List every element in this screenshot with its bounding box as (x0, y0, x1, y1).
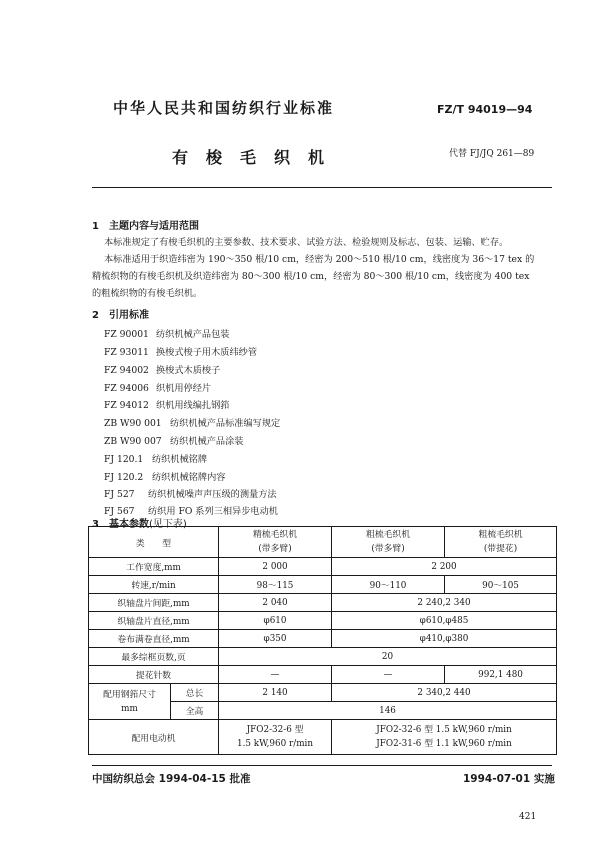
reference-title: 纺织机械铭牌内容 (152, 472, 226, 483)
reference-item (104, 415, 280, 429)
table-cell: 2 340,2 440 (332, 684, 557, 702)
reference-title: 织机用线编扎钢筘 (156, 400, 230, 411)
table-row (89, 576, 557, 594)
col-header-sub: (带多臂) (258, 544, 292, 554)
section1-line: 精梳织物的有梭毛织机及织造纬密为 80～300 根/10 cm，经密为 80～300 根/10 cm，线密度为 400 tex (92, 271, 530, 282)
table-row (89, 684, 557, 702)
table-row (89, 612, 557, 630)
table-cell: φ610,φ485 (332, 612, 557, 630)
row-label: 提花针数 (89, 666, 219, 684)
row-label: 工作宽度,mm (89, 558, 219, 576)
col-header-name: 粗梳毛织机 (366, 530, 411, 540)
type-header-cell: 类 型 (89, 527, 219, 558)
reference-title: 换梭式木质梭子 (156, 365, 221, 376)
col-header-worsted-dobby (219, 527, 332, 558)
reference-code: FZ 93011 (104, 347, 149, 358)
row-label: 织轴盘片间距,mm (89, 594, 219, 612)
motor-line: JFO2-31-6 型 1.1 kW,960 r/min (376, 739, 512, 749)
table-cell: φ610 (219, 612, 332, 630)
reference-code: FJ 120.1 (104, 454, 144, 465)
reference-item (104, 397, 230, 411)
table-row (89, 666, 557, 684)
table-row (89, 720, 557, 755)
reference-item (104, 469, 226, 483)
sub-row-label: 总长 (171, 684, 219, 702)
table-cell: φ410,φ380 (332, 630, 557, 648)
reference-item (104, 451, 207, 465)
approval-note: 中国纺织总会 1994-04-15 批准 (92, 773, 251, 785)
col-header-woolen-dobby (332, 527, 445, 558)
section1-line: 的粗梳织物的有梭毛织机。 (92, 288, 203, 299)
motor-line: JFO2-32-6 型 (246, 725, 304, 735)
document-title: 有梭毛织机 (172, 148, 343, 167)
table-cell: 992,1 480 (445, 666, 557, 684)
reference-title: 织机用停经片 (156, 383, 212, 394)
table-cell: — (219, 666, 332, 684)
section1-line: 本标准规定了有梭毛织机的主要参数、技术要求、试验方法、检验规则及标志、包装、运输、贮存。 (104, 237, 509, 248)
reference-title: 纺织机械产品包装 (156, 329, 230, 340)
reference-code: FZ 90001 (104, 329, 149, 340)
reference-code: ZB W90 007 (104, 436, 162, 447)
table-cell: 2 240,2 340 (332, 594, 557, 612)
reference-title: 纺织机械产品标准编写规定 (170, 418, 281, 429)
motor-line: 1.5 kW,960 r/min (237, 739, 314, 749)
reference-code: FJ 567 (104, 506, 135, 517)
col-header-sub: (带提花) (483, 544, 518, 554)
section1-line: 本标准适用于织造纬密为 190～350 根/10 cm，经密为 200～510 根/10 cm，线密度为 36～17 tex 的 (104, 254, 535, 265)
reference-code: FJ 120.2 (104, 472, 144, 483)
table-cell: 2 200 (332, 558, 557, 576)
table-cell: 90～105 (445, 576, 557, 594)
table-cell: 20 (219, 648, 557, 666)
table-cell (332, 720, 557, 755)
table-row (89, 558, 557, 576)
standard-number: FZ/T 94019—94 (437, 103, 533, 116)
reference-item (104, 380, 211, 394)
row-label: 最多综框页数,页 (89, 648, 219, 666)
table-cell (219, 720, 332, 755)
header-rule (92, 187, 552, 188)
reference-item (104, 433, 244, 447)
row-label: 卷布满卷直径,mm (89, 630, 219, 648)
section1-heading: 1 主题内容与适用范围 (92, 221, 199, 232)
col-header-name: 精梳毛织机 (253, 530, 298, 540)
standard-category-title: 中华人民共和国纺织行业标准 (113, 99, 335, 117)
row-label: 转速,r/min (89, 576, 219, 594)
row-label: 配用电动机 (89, 720, 219, 755)
table-cell: φ350 (219, 630, 332, 648)
table-cell: 2 140 (219, 684, 332, 702)
reference-title: 纺织机械产品涂装 (170, 436, 244, 447)
section3-heading-text: 3 基本参数 (92, 519, 149, 530)
reference-title: 纺织机械铭牌 (152, 454, 208, 465)
table-cell: 98～115 (219, 576, 332, 594)
reference-title: 纺织用 FO 系列三相异步电动机 (148, 506, 278, 517)
reference-code: ZB W90 001 (104, 418, 162, 429)
table-row (89, 594, 557, 612)
reference-item (104, 344, 257, 358)
row-label: 织轴盘片直径,mm (89, 612, 219, 630)
reference-item (104, 326, 230, 340)
reference-code: FJ 527 (104, 489, 135, 500)
reed-label: 配用钢筘尺寸 (103, 689, 156, 700)
implementation-date: 1994-07-01 实施 (463, 773, 555, 785)
table-header-row (89, 527, 557, 558)
reference-title: 纺织机械噪声声压级的测量方法 (148, 489, 277, 500)
reference-item (104, 362, 220, 376)
col-header-name: 粗梳毛织机 (478, 530, 523, 540)
page-number: 421 (519, 812, 537, 822)
reference-code: FZ 94006 (104, 383, 149, 394)
basic-parameters-table (88, 526, 557, 755)
table-cell: — (332, 666, 445, 684)
motor-line: JFO2-32-6 型 1.5 kW,960 r/min (376, 725, 512, 735)
reference-item (104, 486, 277, 500)
table-cell: 2 040 (219, 594, 332, 612)
table-cell: 90～110 (332, 576, 445, 594)
footer-rule (92, 765, 552, 766)
table-cell: 146 (219, 702, 557, 720)
sub-row-label: 全高 (171, 702, 219, 720)
reference-code: FZ 94012 (104, 400, 149, 411)
table-cell: 2 000 (219, 558, 332, 576)
reference-code: FZ 94002 (104, 365, 149, 376)
reference-title: 换梭式梭子用木质纬纱管 (156, 347, 258, 358)
col-header-woolen-jacquard (445, 527, 557, 558)
col-header-sub: (带多臂) (371, 544, 405, 554)
table-row (89, 648, 557, 666)
table-row (89, 630, 557, 648)
section3-heading-note: (见下表) (148, 519, 187, 530)
reed-unit: mm (121, 703, 138, 714)
section2-heading: 2 引用标准 (92, 310, 149, 321)
replaces-note: 代替 FJ/JQ 261—89 (449, 149, 535, 159)
row-label-reed (89, 684, 171, 720)
